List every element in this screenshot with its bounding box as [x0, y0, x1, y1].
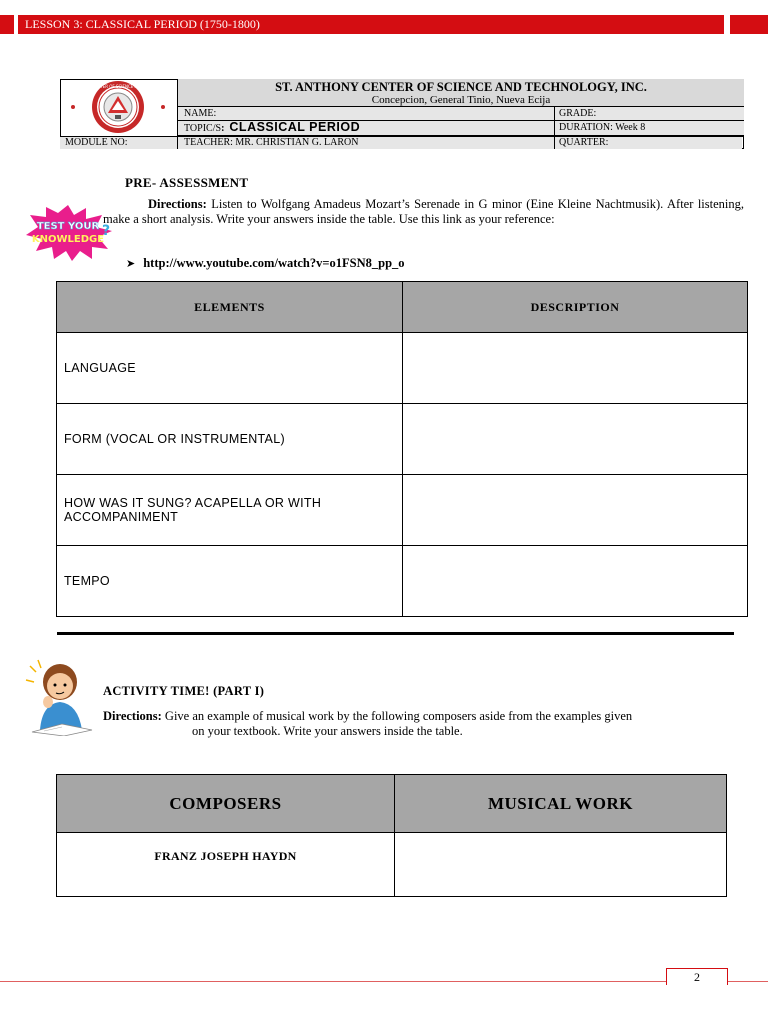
thinking-student-illustration — [22, 656, 100, 741]
activity-directions — [103, 709, 748, 739]
school-logo-cell — [60, 79, 178, 136]
logo-text: ST. ANTHONY CENTER OF SCIENCE AND TECHNOLOGY — [63, 84, 173, 89]
reference-link[interactable]: http://www.youtube.com/watch?v=o1FSN8_pp_o — [143, 256, 405, 270]
elements-header: ELEMENTS — [57, 282, 403, 333]
table-row — [57, 333, 748, 404]
composer-cell: FRANZ JOSEPH HAYDN — [57, 833, 395, 897]
section-divider — [57, 632, 734, 635]
topic-value: CLASSICAL PERIOD — [229, 120, 361, 134]
module-no-field[interactable]: MODULE NO: — [60, 137, 178, 149]
musical-work-answer-cell[interactable] — [395, 833, 727, 897]
name-field[interactable]: NAME: — [178, 107, 555, 120]
activity-title: ACTIVITY TIME! (PART I) — [103, 684, 265, 698]
test-your-knowledge-badge — [22, 203, 114, 268]
school-address: Concepcion, General Tinio, Nueva Ecija — [371, 94, 551, 106]
school-title-cell — [178, 79, 744, 107]
description-answer-cell[interactable] — [403, 546, 748, 617]
element-cell: LANGUAGE — [57, 333, 403, 404]
footer-rule-left — [0, 981, 666, 982]
school-name: ST. ANTHONY CENTER OF SCIENCE AND TECHNOLOGY, INC. — [275, 80, 647, 94]
page-number: 2 — [666, 968, 728, 985]
thinking-student-icon — [22, 656, 100, 736]
banner-right-block — [730, 15, 768, 34]
table-header-row — [57, 282, 748, 333]
table-header-row — [57, 775, 727, 833]
activity-directions-line2: on your textbook. Write your answers inside the table. — [192, 724, 463, 738]
description-answer-cell[interactable] — [403, 333, 748, 404]
directions-text: Listen to Wolfgang Amadeus Mozart’s Serenade in G minor (Eine Kleine Nachtmusik). After listening, make a short analysis. Write your answers inside the table. Use this link as your reference: — [103, 197, 745, 226]
table-row — [57, 404, 748, 475]
footer-rule-right — [728, 981, 768, 982]
header-row-topic — [178, 121, 744, 136]
quarter-field[interactable]: QUARTER: — [555, 137, 742, 149]
element-cell: TEMPO — [57, 546, 403, 617]
directions-label: Directions: — [148, 197, 207, 211]
lesson-banner: LESSON 3: CLASSICAL PERIOD (1750-1800) — [18, 15, 724, 34]
element-cell: HOW WAS IT SUNG? ACAPELLA OR WITH ACCOMPANIMENT — [57, 475, 403, 546]
duration-field: DURATION: Week 8 — [555, 121, 744, 135]
musical-work-header: MUSICAL WORK — [395, 775, 727, 833]
element-cell: FORM (VOCAL OR INSTRUMENTAL) — [57, 404, 403, 475]
starburst-icon — [22, 203, 114, 263]
svg-text:?: ? — [102, 223, 111, 239]
composers-header: COMPOSERS — [57, 775, 395, 833]
arrow-bullet-icon: ➤ — [126, 257, 136, 270]
composers-table — [56, 774, 727, 897]
topic-field: TOPIC/S: CLASSICAL PERIOD — [178, 121, 555, 135]
badge-line2: KNOWLEDGE — [31, 234, 105, 245]
header-row-module — [60, 136, 744, 149]
description-answer-cell[interactable] — [403, 475, 748, 546]
description-answer-cell[interactable] — [403, 404, 748, 475]
table-row — [57, 475, 748, 546]
activity-directions-line1: Give an example of musical work by the following composers aside from the examples given — [164, 709, 633, 723]
teacher-field: TEACHER: MR. CHRISTIAN G. LARON — [178, 137, 555, 149]
badge-line1: TEST YOUR — [36, 221, 100, 232]
activity-directions-label: Directions: — [103, 709, 162, 723]
table-row — [57, 833, 727, 897]
school-logo-icon — [60, 79, 177, 135]
description-header: DESCRIPTION — [403, 282, 748, 333]
banner-left-block — [0, 15, 14, 34]
topic-label: TOPIC/S — [184, 123, 222, 134]
elements-table — [56, 281, 748, 617]
table-row — [57, 546, 748, 617]
pre-assessment-directions — [103, 197, 744, 227]
grade-field[interactable]: GRADE: — [555, 107, 744, 120]
reference-link-line — [126, 256, 405, 271]
header-row-name — [178, 107, 744, 121]
pre-assessment-title: PRE- ASSESSMENT — [125, 175, 249, 190]
